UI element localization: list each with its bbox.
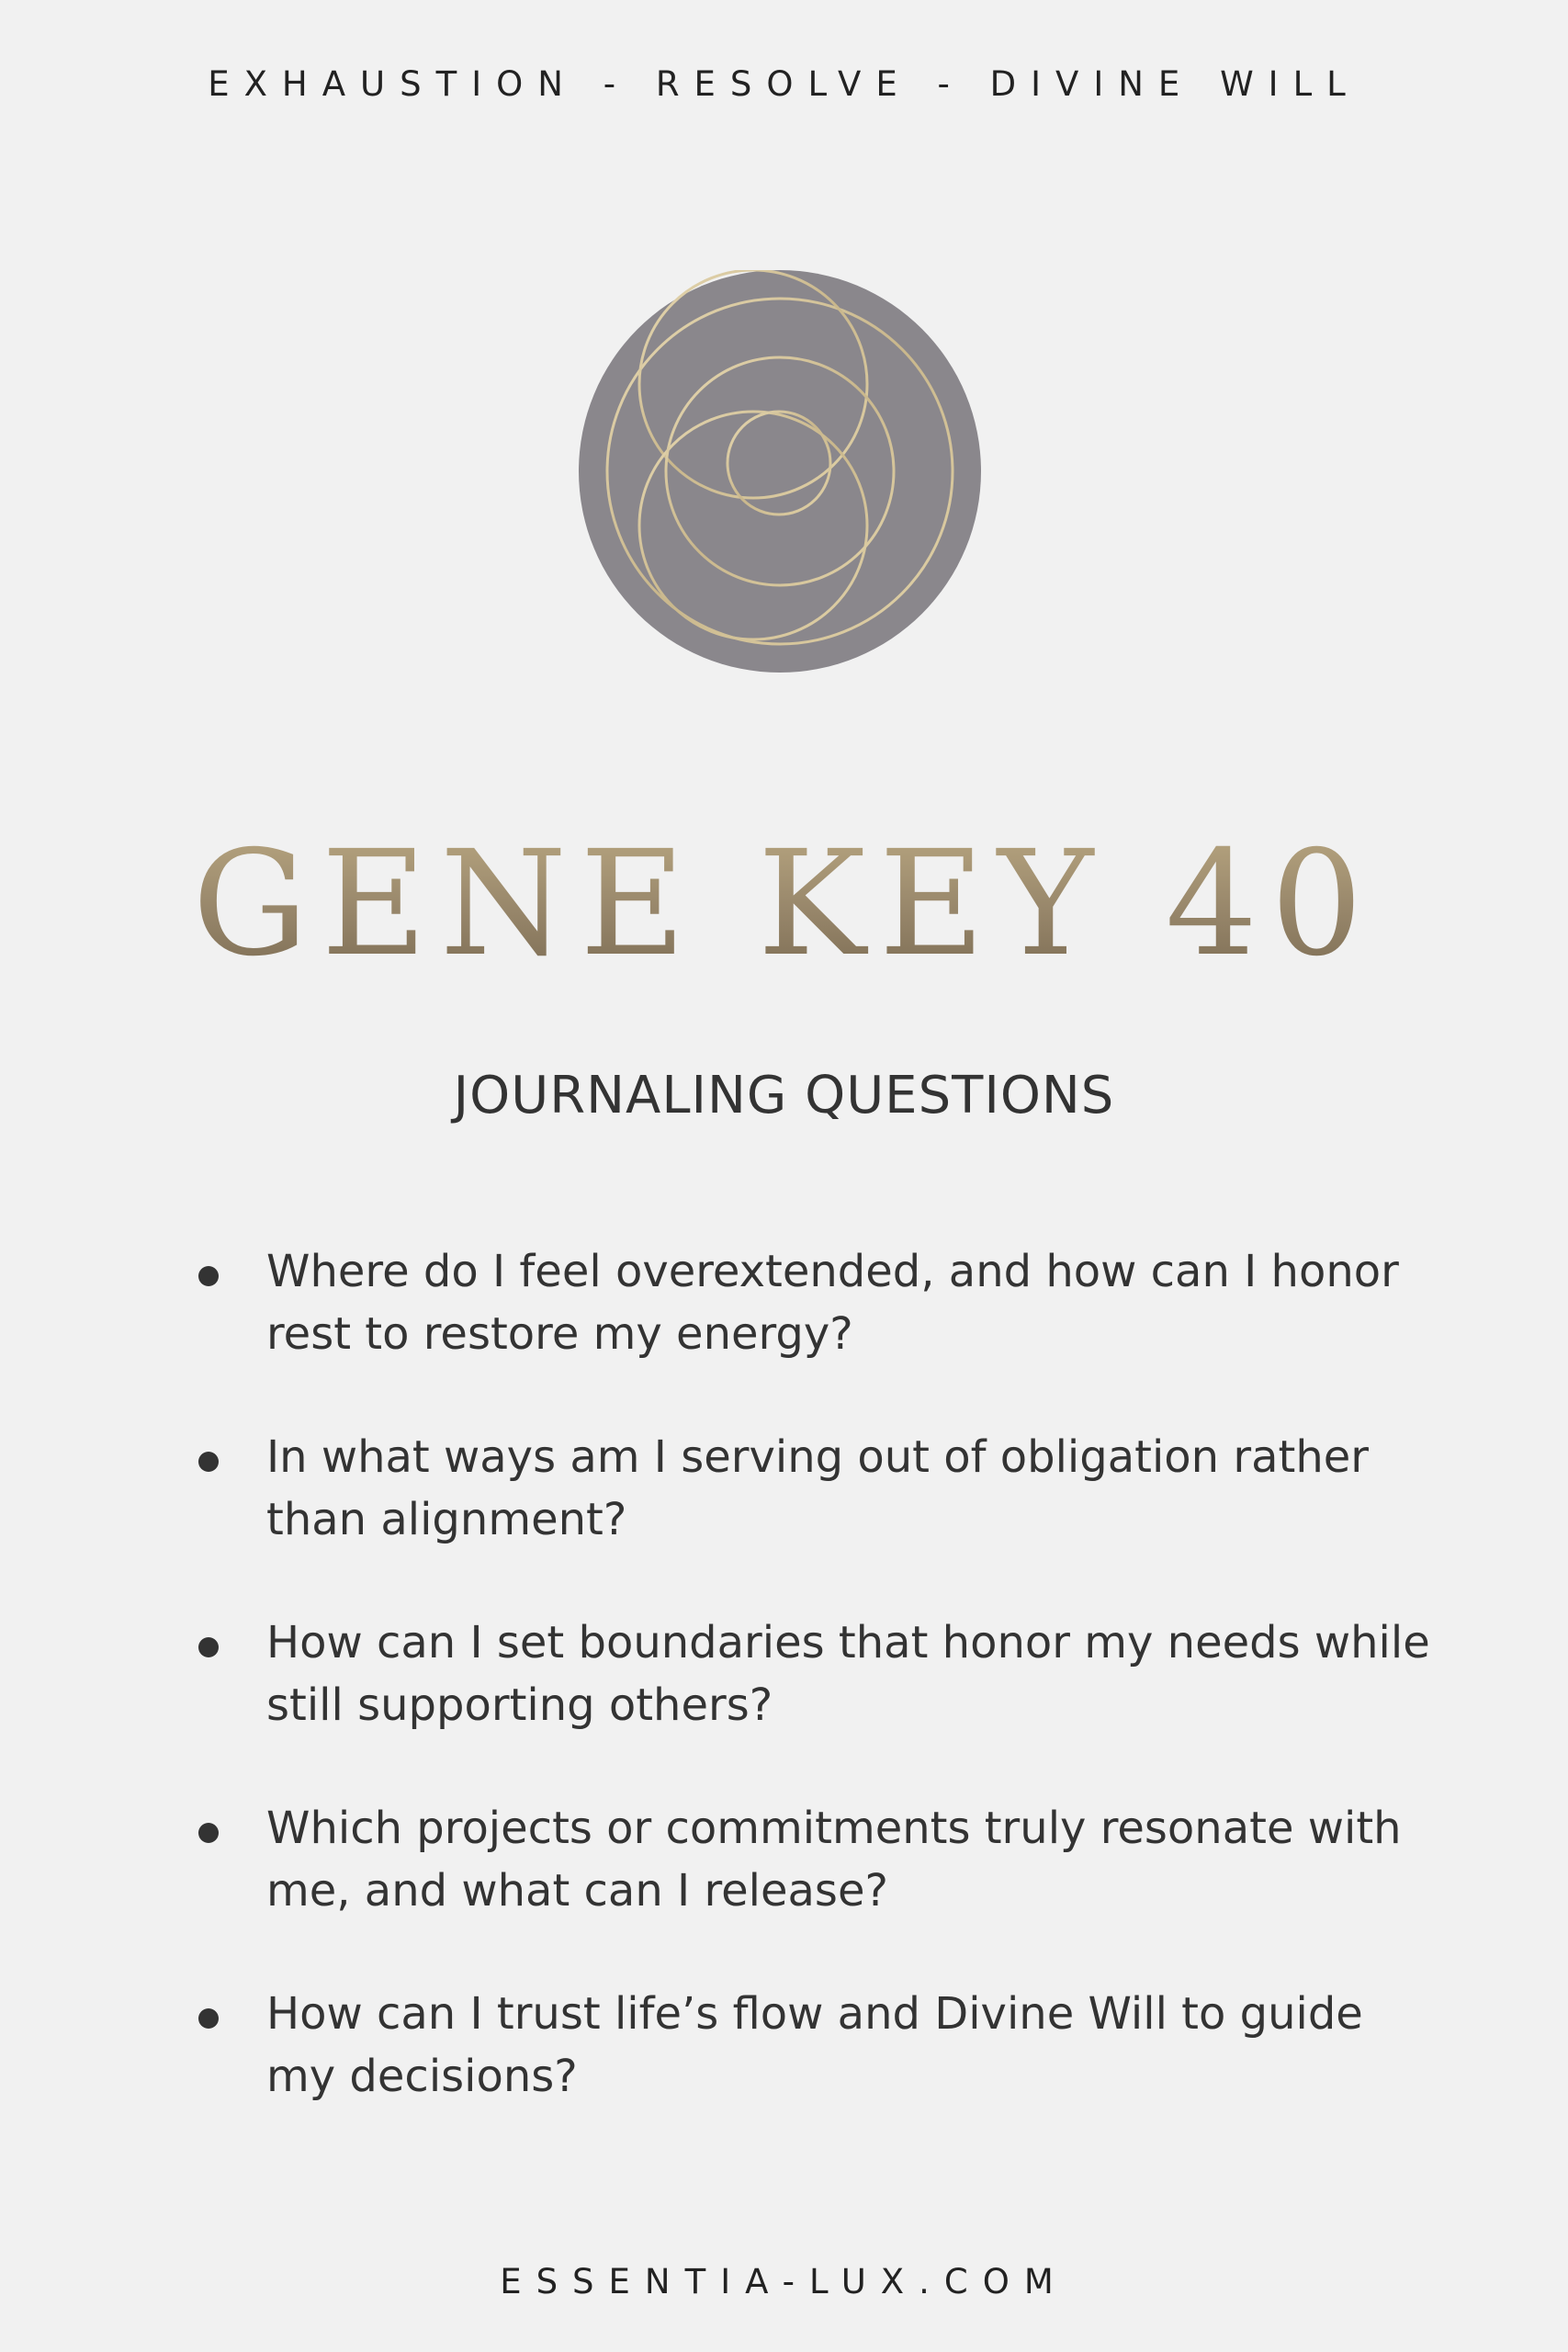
page-title: GENE KEY 40 [0, 831, 1568, 977]
list-item [193, 1240, 1433, 1365]
bullet-icon [198, 1823, 219, 1843]
bullet-icon [198, 1266, 219, 1286]
tagline: EXHAUSTION - RESOLVE - DIVINE WILL [208, 64, 1360, 104]
question-text: In what ways am I serving out of obligation rather than alignment? [266, 1431, 1369, 1545]
list-item [193, 1611, 1433, 1736]
journaling-questions-list [193, 1240, 1433, 2168]
section-heading: JOURNALING QUESTIONS [453, 1066, 1115, 1125]
bullet-icon [198, 1452, 219, 1472]
question-text: Where do I feel overextended, and how can I honor rest to restore my energy? [266, 1246, 1399, 1360]
emblem-background [579, 270, 981, 673]
website-footer: ESSENTIA-LUX.COM [500, 2262, 1068, 2301]
bullet-icon [198, 1637, 219, 1657]
question-text: How can I trust life’s flow and Divine Will to guide my decisions? [266, 1988, 1363, 2102]
question-text: Which projects or commitments truly resonate with me, and what can I release? [266, 1803, 1402, 1917]
list-item [193, 1983, 1433, 2108]
list-item [193, 1426, 1433, 1551]
question-text: How can I set boundaries that honor my needs while still supporting others? [266, 1617, 1430, 1731]
bullet-icon [198, 2008, 219, 2029]
interlocking-circles-emblem-icon [579, 270, 981, 673]
list-item [193, 1797, 1433, 1922]
